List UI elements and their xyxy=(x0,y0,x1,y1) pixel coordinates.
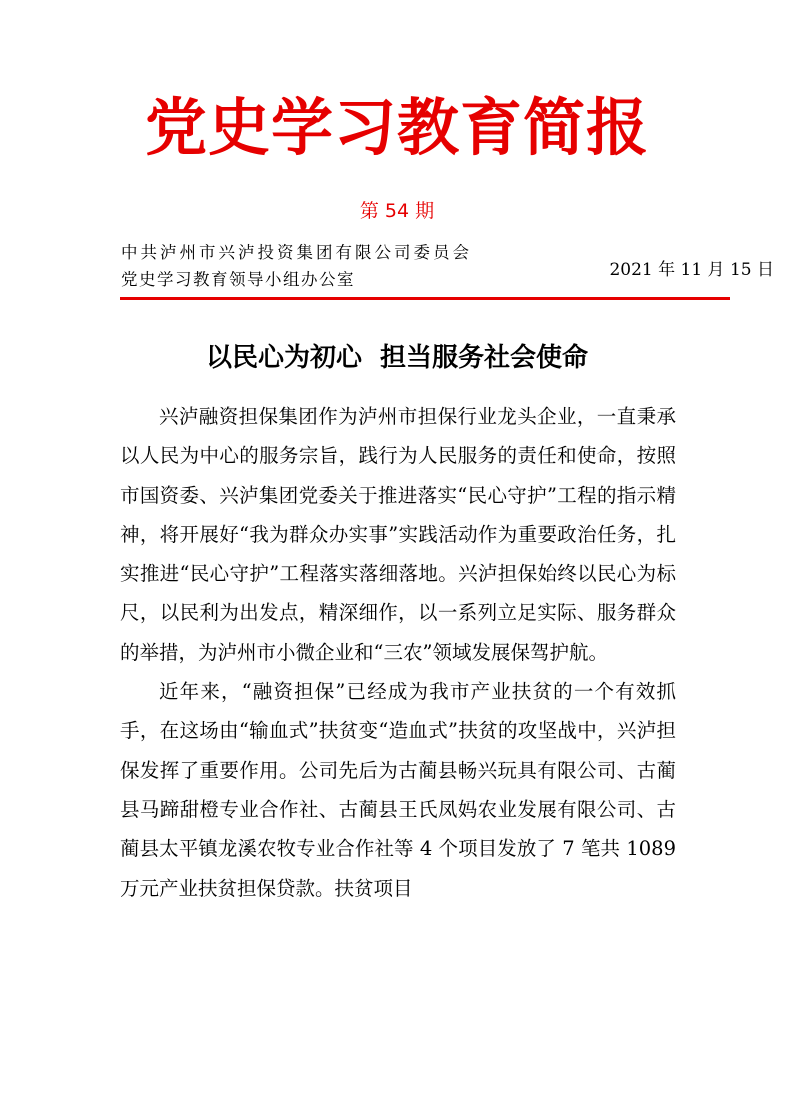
organization-line-1: 中共泸州市兴泸投资集团有限公司委员会 xyxy=(121,243,472,262)
paragraph: 兴泸融资担保集团作为泸州市担保行业龙头企业，一直秉承以人民为中心的服务宗旨，践行为人民服务的责任和使命，按照市国资委、兴泸集团党委关于推进落实“民心守护”工程的指示精神，将开展好“我为群众办实事”实践活动作为重要政治任务，扎实推进“民心守护”工程落实落细落地。兴泸担保始终以民心为标尺，以民利为出发点，精深细作，以一系列立足实际、服务群众的举措，为泸州市小微企业和“三农”领域发展保驾护航。 xyxy=(120,405,676,664)
issuing-organization xyxy=(121,239,472,293)
article-body xyxy=(120,397,676,908)
article-title: 以民心为初心 担当服务社会使命 xyxy=(205,343,589,373)
masthead-title: 党史学习教育简报 xyxy=(144,91,649,164)
issue-number: 第 54 期 xyxy=(359,200,435,222)
organization-line-2: 党史学习教育领导小组办公室 xyxy=(121,270,355,289)
paragraph: 近年来，“融资担保”已经成为我市产业扶贫的一个有效抓手，在这场由“输血式”扶贫变“造血式”扶贫的攻坚战中，兴泸担保发挥了重要作用。公司先后为古蔺县畅兴玩具有限公司、古蔺县马蹄甜橙专业合作社、古蔺县王氏凤妈农业发展有限公司、古蔺县太平镇龙溪农牧专业合作社等 4 个项目发放了 7 笔共 1089 万元产业扶贫担保贷款。扶贫项目 xyxy=(120,680,676,900)
issue-date: 2021 年 11 月 15 日 xyxy=(609,260,774,280)
header-divider xyxy=(120,297,730,300)
